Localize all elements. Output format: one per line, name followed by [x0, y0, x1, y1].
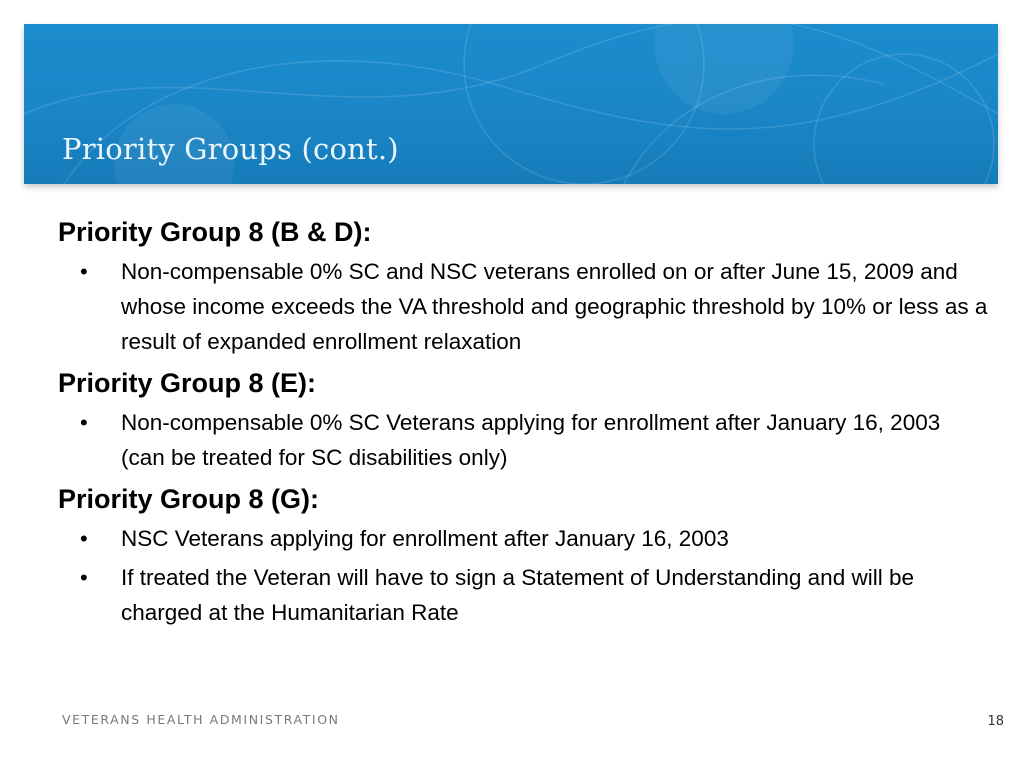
bullet-icon: • — [80, 410, 88, 435]
bullet-icon: • — [80, 526, 88, 551]
footer-organization: VETERANS HEALTH ADMINISTRATION — [62, 712, 340, 727]
list-item — [58, 254, 988, 359]
bullet-text: NSC Veterans applying for enrollment after January 16, 2003 — [121, 526, 729, 551]
slide-title: Priority Groups (cont.) — [62, 132, 399, 166]
bullet-text: Non-compensable 0% SC and NSC veterans enrolled on or after June 15, 2009 and whose income exceeds the VA threshold and geographic threshold by 10% or less as a result of expanded enrollment relaxation — [121, 259, 988, 354]
bullet-icon: • — [80, 259, 88, 284]
priority-group-8-bd — [58, 214, 988, 359]
header-banner — [24, 24, 998, 184]
slide-content — [58, 214, 988, 636]
bullet-list — [58, 254, 988, 359]
priority-group-8-e — [58, 365, 988, 475]
page-number: 18 — [987, 714, 1004, 729]
bullet-text: Non-compensable 0% SC Veterans applying for enrollment after January 16, 2003 (can be treated for SC disabilities only) — [121, 410, 941, 470]
group-heading: Priority Group 8 (B & D): — [58, 217, 372, 247]
bullet-icon: • — [80, 565, 88, 590]
bullet-list — [58, 405, 988, 475]
bullet-list — [58, 521, 988, 630]
list-item — [58, 405, 988, 475]
list-item — [58, 560, 988, 630]
group-heading: Priority Group 8 (E): — [58, 368, 317, 398]
list-item — [58, 521, 988, 556]
priority-group-8-g — [58, 481, 988, 630]
group-heading: Priority Group 8 (G): — [58, 484, 320, 514]
bullet-text: If treated the Veteran will have to sign a Statement of Understanding and will be charged at the Humanitarian Rate — [121, 565, 914, 625]
